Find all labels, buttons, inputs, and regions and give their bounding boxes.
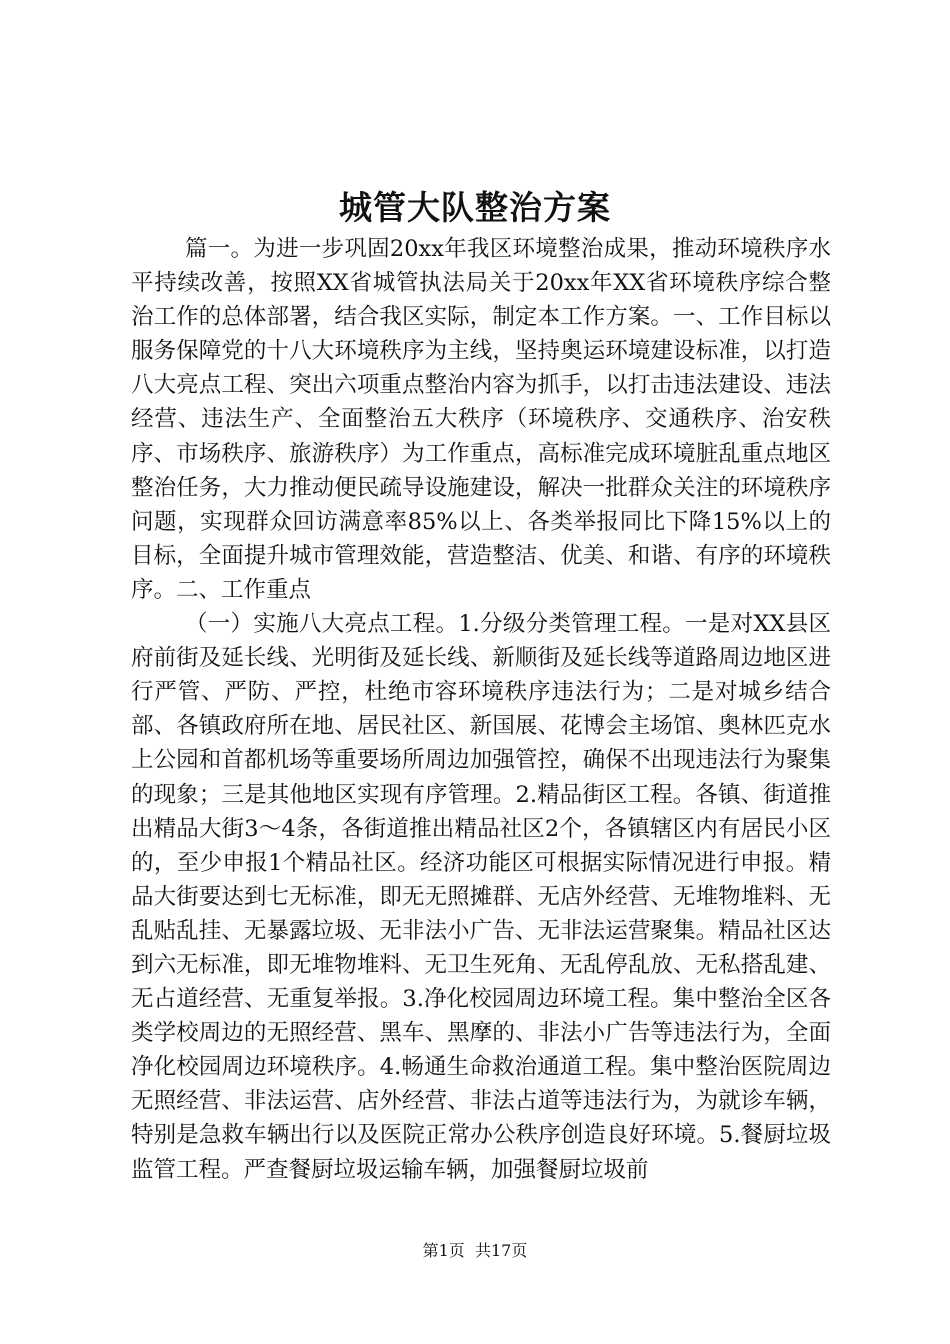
- page-footer: [0, 1240, 950, 1262]
- document-title: 城管大队整治方案: [339, 188, 611, 227]
- page-total: 共17页: [474, 1241, 528, 1260]
- paragraph-2: （一）实施八大亮点工程。1.分级分类管理工程。一是对XX县区府前街及延长线、光明街及延长线、新顺街及延长线等道路周边地区进行严管、严防、严控，杜绝市容环境秩序违法行为；二是对城乡结合部、各镇政府所在地、居民社区、新国展、花博会主场馆、奥林匹克水上公园和首都机场等重要场所周边加强管控，确保不出现违法行为聚集的现象；三是其他地区实现有序管理。2.精品街区工程。各镇、街道推出精品大街3～4条，各街道推出精品社区2个，各镇辖区内有居民小区的，至少申报1个精品社区。经济功能区可根据实际情况进行申报。精品大街要达到七无标准，即无无照摊群、无店外经营、无堆物堆料、无乱贴乱挂、无暴露垃圾、无非法小广告、无非法运营聚集。精品社区达到六无标准，即无堆物堆料、无卫生死角、无乱停乱放、无私搭乱建、无占道经营、无重复举报。3.净化校园周边环境工程。集中整治全区各类学校周边的无照经营、黑车、黑摩的、非法小广告等违法行为，全面净化校园周边环境秩序。4.畅通生命救治通道工程。集中整治医院周边无照经营、非法运营、店外经营、非法占道等违法行为，为就诊车辆，特别是急救车辆出行以及医院正常办公秩序创造良好环境。5.餐厨垃圾监管工程。严查餐厨垃圾运输车辆，加强餐厨垃圾前: [131, 611, 831, 1183]
- document-body: [131, 232, 831, 1187]
- page-number: 第1页: [422, 1241, 465, 1260]
- paragraph-1: 篇一。为进一步巩固20xx年我区环境整治成果，推动环境秩序水平持续改善，按照XX省城管执法局关于20xx年XX省环境秩序综合整治工作的总体部署，结合我区实际，制定本工作方案。一、工作目标以服务保障党的十八大环境秩序为主线，坚持奥运环境建设标准，以打造八大亮点工程、突出六项重点整治内容为抓手，以打击违法建设、违法经营、违法生产、全面整治五大秩序（环境秩序、交通秩序、治安秩序、市场秩序、旅游秩序）为工作重点，高标准完成环境脏乱重点地区整治任务，大力推动便民疏导设施建设，解决一批群众关注的环境秩序问题，实现群众回访满意率85%以上、各类举报同比下降15%以上的目标，全面提升城市管理效能，营造整洁、优美、和谐、有序的环境秩序。二、工作重点: [131, 236, 831, 603]
